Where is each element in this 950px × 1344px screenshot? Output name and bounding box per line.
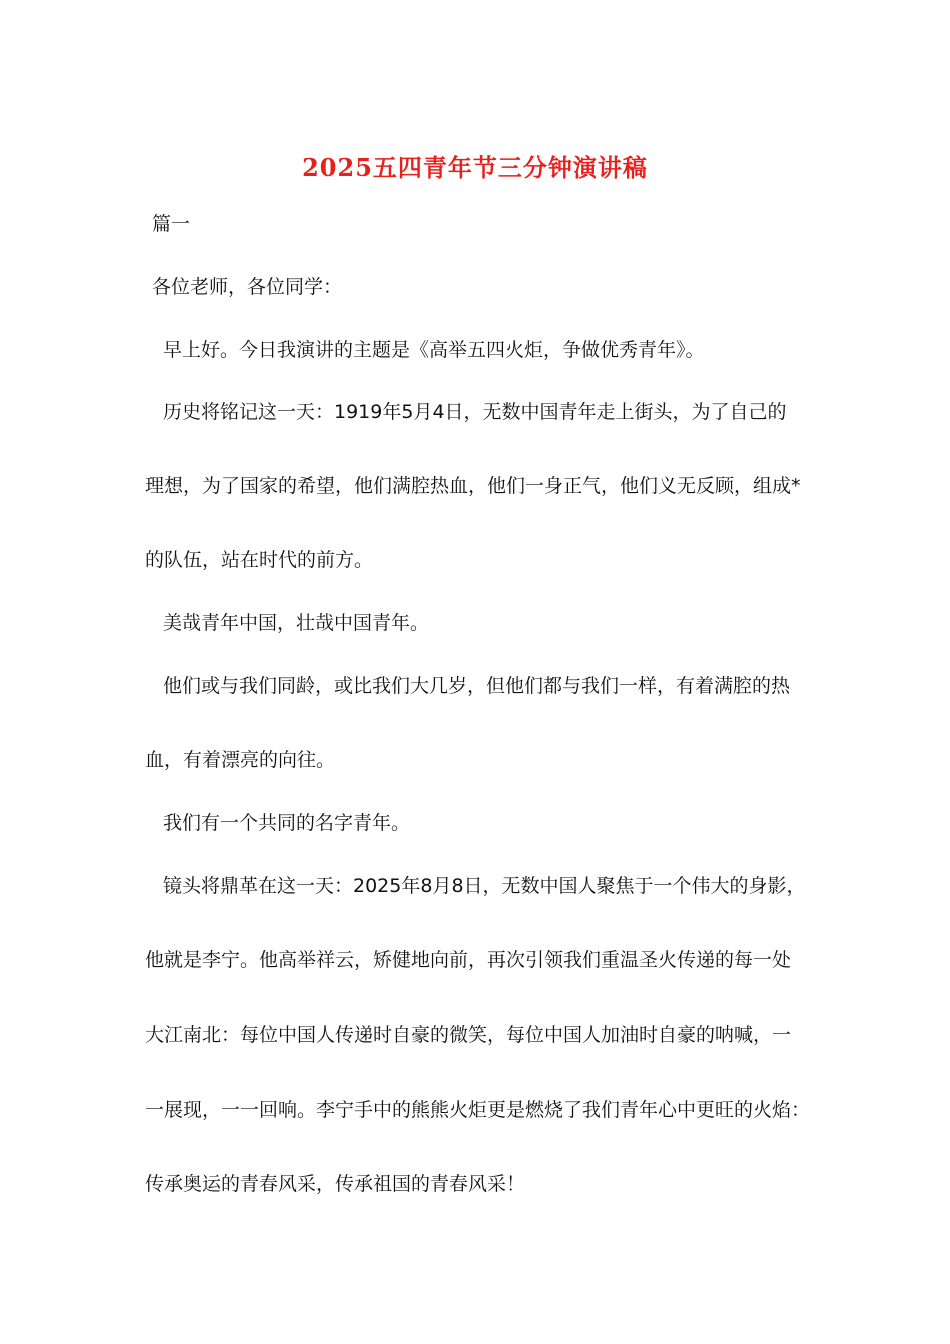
paragraph-line: 理想，为了国家的希望，他们满腔热血，他们一身正气，他们义无反顾，组成* bbox=[145, 475, 801, 497]
paragraph-line: 镜头将鼎革在这一天：2025年8月8日，无数中国人聚焦于一个伟大的身影， bbox=[163, 875, 806, 897]
paragraph-line: 历史将铭记这一天：1919年5月4日，无数中国青年走上街头，为了自己的 bbox=[163, 401, 787, 423]
paragraph-line: 他们或与我们同龄，或比我们大几岁，但他们都与我们一样，有着满腔的热 bbox=[163, 675, 791, 697]
paragraph-line: 传承奥运的青春风采，传承祖国的青春风采！ bbox=[145, 1173, 526, 1195]
paragraph-line: 一展现，一一回响。李宁手中的熊熊火炬更是燃烧了我们青年心中更旺的火焰： bbox=[145, 1099, 811, 1121]
section-heading: 篇一 bbox=[152, 213, 191, 235]
paragraph-line: 的队伍，站在时代的前方。 bbox=[145, 549, 374, 571]
paragraph-line: 美哉青年中国，壮哉中国青年。 bbox=[163, 612, 430, 634]
paragraph-line: 早上好。今日我演讲的主题是《高举五四火炬，争做优秀青年》。 bbox=[163, 339, 705, 361]
paragraph-line: 他就是李宁。他高举祥云，矫健地向前，再次引领我们重温圣火传递的每一处 bbox=[145, 949, 792, 971]
paragraph-line: 我们有一个共同的名字青年。 bbox=[163, 812, 411, 834]
paragraph-line: 大江南北：每位中国人传递时自豪的微笑，每位中国人加油时自豪的呐喊，一 bbox=[145, 1024, 792, 1046]
document-title: 2025五四青年节三分钟演讲稿 bbox=[302, 153, 648, 182]
salutation: 各位老师，各位同学： bbox=[152, 276, 343, 298]
paragraph-line: 血，有着漂亮的向往。 bbox=[145, 749, 336, 771]
